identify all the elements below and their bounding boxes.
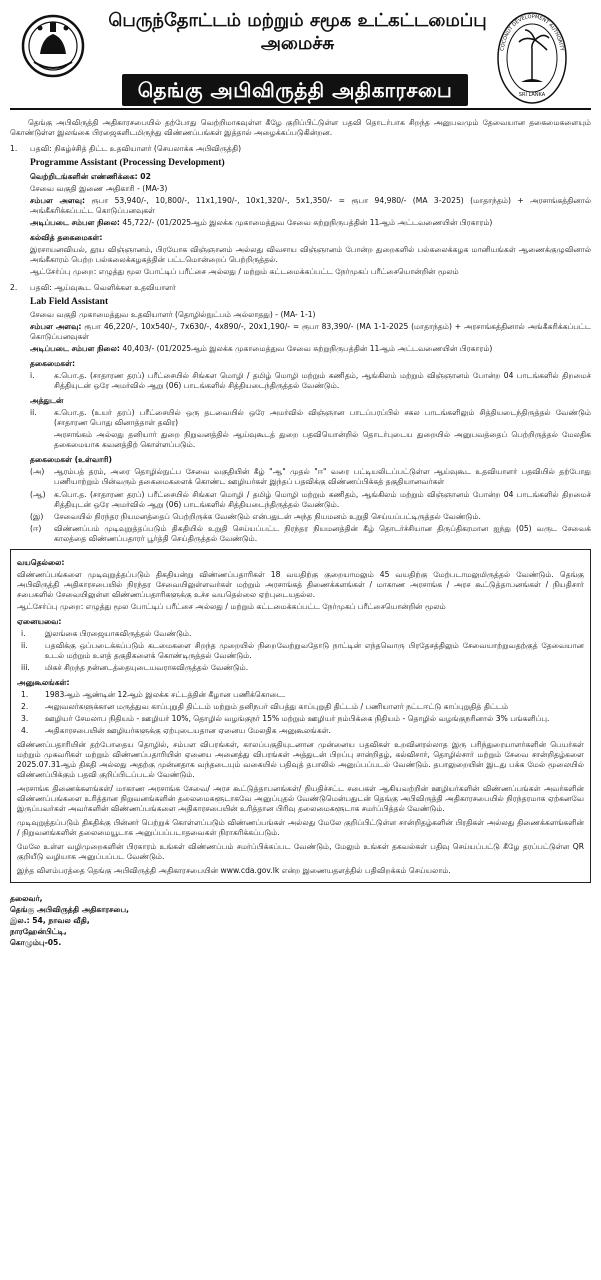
list-item xyxy=(30,490,591,510)
list-marker: 3. xyxy=(21,713,29,723)
post-2-number: 2. xyxy=(10,282,18,292)
footer-line-2: தெங்கு அபிவிருத்தி அதிகாரசபை, xyxy=(10,905,130,914)
logo-text-bottom: SRI LANKA xyxy=(518,92,546,98)
post-1-salary-label: சம்பள அளவு: xyxy=(30,195,86,205)
list-marker: i. xyxy=(30,371,35,381)
post-2-salary: ரூபா 46,220/-, 10x540/-, 7x630/-, 4x890/-, 20x1,190/- = ரூபா 83,390/- (MA 1-1-2025 (மாதாந்தம்) + அரசாங்கத்தினால் அங்கீகரிக்கப்பட்ட கொடுப்பனவுகள் xyxy=(30,322,591,342)
list-item xyxy=(30,408,591,428)
age-heading: வயதெல்லை: xyxy=(17,557,65,567)
signature-block xyxy=(10,893,591,948)
post-1-vacancies: வெற்றிடங்களின் எண்ணிக்கை: 02 xyxy=(30,171,151,181)
post-2-internal-b: க.பொ.த. (சாதாரண தரப்) பரீட்சையில் சிங்கள மொழி / தமிழ் மொழி மற்றும் கணிதம், ஆங்கிலம் மற்றும் விஞ்ஞானம் போன்ற 04 பாடங்களில் திறமைச் சித்தியுடன் ஒரே அமர்வில் ஆறு (06) பாடங்களில் சித்தியடைந்திருத்தல் வேண்டும். xyxy=(54,489,591,509)
footer-line-1: தலைவர், xyxy=(10,894,43,903)
post-1-service: சேவை வகுதி இணை அதிகாரி - (MA-3) xyxy=(30,183,168,193)
apply-instructions-2: அரசாங்க திணைக்களங்கள்/ மாகாண அரசாங்க சேவை/ அரச கூட்டுத்தாபனங்கள்/ நியதிச்சட்ட சபைகள் ஆகியவற்றின் ஊழியர்களின் விண்ணப்பங்கள் அவர்களின் விண்ணப்பங்களை உரித்தான நிறுவனங்களின் தலைமைகளூடாகவே அனுப்புதல் வேண்டுமென்பதுடன் தெங்கு அபிவிருத்தி அதிகாரசபையில் நிரந்தரமாக ஏற்கனவே இருப்பவர்கள் அவர்களின் விண்ணப்பங்களை அதிகாரசபையின் உரித்தான பிரிவு தலைமைகளூடாக சமர்ப்பித்தல் வேண்டும். xyxy=(17,783,584,813)
benefit-3: ஊழியர் சேமலாப நிதியம் - ஊழியர் 10%, தொழில் வழங்குநர் 15% மற்றும் ஊழியர் நம்பிக்கை நிதியம் - தொழில் வழங்குநரினால் 3% பங்களிப்பு. xyxy=(45,713,550,723)
post-1-title-en: Programme Assistant (Processing Development) xyxy=(30,158,225,169)
ministry-name xyxy=(106,10,489,55)
benefit-1: 1983ஆம் ஆண்டின் 12ஆம் இலக்க சட்டத்தின் கீழான பணிக்கொடை. xyxy=(45,689,286,699)
post-1-basic: 45,722/- (01/2025ஆம் இலக்க முகாமைத்துவ சேவை சுற்றுநிருபத்தின் 11ஆம் அட்டவணையின் பிரகாரம்) xyxy=(119,217,493,227)
other-i: இலங்கை பிரஜையாகவிருத்தல் வேண்டும். xyxy=(45,628,192,638)
post-2-qual-heading: தகைமைகள்: xyxy=(30,359,76,369)
other-iii: மிகச் சிறந்த நன்னடத்தையுடையவராகவிருத்தல் வேண்டும். xyxy=(45,662,249,672)
list-marker: i. xyxy=(21,628,26,638)
list-item xyxy=(17,641,584,661)
post-2-service: சேவை வகுதி முகாமைத்துவ உதவியாளர் (தொழில்நுட்பம் அல்லாதது) - (MA- 1-1) xyxy=(30,310,316,320)
post-2 xyxy=(10,283,591,544)
post-2-title-en: Lab Field Assistant xyxy=(30,296,109,307)
list-marker: (அ) xyxy=(30,467,45,477)
list-item xyxy=(17,663,584,673)
post-1-recruit: ஆட்சேர்ப்பு முறை: எழுத்து மூல போட்டிப் பரீட்சை அல்லது / மற்றும் கட்டமைக்கப்பட்ட நேர்முகப் பரீட்சையொன்றின் மூலம் xyxy=(30,266,459,276)
post-2-internal-c: சேவையில் நிரந்தர நியமனத்தைப் பெற்றிருக்க வேண்டும் என்பதுடன் அந்த நியமனம் உறுதி செய்யப்பட்டிருத்தல் வேண்டும். xyxy=(54,511,481,521)
post-2-qual-i: க.பொ.த. (சாதாரண தரப்) பரீட்சையில் சிங்கள மொழி / தமிழ் மொழி மற்றும் கணிதம், ஆங்கிலம் மற்றும் விஞ்ஞானம் போன்ற 04 பாடங்களில் திறமைச் சித்தியுடன் ஒரே அமர்வில் ஆறு (06) பாடங்களில் சித்தியடைந்திருத்தல் வேண்டும். xyxy=(54,371,591,391)
list-marker: 2. xyxy=(21,701,29,711)
footer-line-4: நாரஹேன்பிட்டி, xyxy=(10,927,67,936)
authority-banner: தெங்கு அபிவிருத்தி அதிகாரசபை xyxy=(122,74,468,106)
benefit-2: அலுவலர்களுக்கான மருத்துவ காப்புறுதி திட்டம் மற்றும் தனிநபர் விபத்து காப்புறுதி திட்டம் / பணியாளர் நட்டஈட்டு காப்புறுதித் திட்டம் xyxy=(45,701,509,711)
ministry-line-2: அமைச்சு xyxy=(260,32,335,54)
list-item xyxy=(17,714,584,724)
post-1-number: 1. xyxy=(10,144,18,154)
post-1-title: பதவி: நிகழ்ச்சித் திட்ட உதவியாளர் (செயலாக்க அபிவிருத்தி) xyxy=(30,144,242,154)
post-2-salary-label: சம்பள அளவு: xyxy=(30,322,82,332)
list-item xyxy=(17,726,584,736)
age-text: விண்ணப்பங்களை முடிவுறுத்தப்படும் திகதியன்று விண்ணப்பதாரிகள் 18 வயதிற்கு குறையாமலும் 45 வயதிற்கு மேற்படாமலுமிருத்தல் வேண்டும். தெங்கு அபிவிருத்தி அதிகாரசபையில் நிரந்தர சேவையிலுள்ளவர்கள் மற்றும் அரசாங்கத் திணைக்களங்கள் / மாகாண அரசாங்க / அரச கூட்டுத்தாபனங்கள் / நியதிசார் சபைகளில் சேவையிலுள்ள விண்ணப்பதாரிகளுக்கு உச்ச வயதெல்லை ஏற்புடையதல்ல. xyxy=(17,569,584,599)
list-marker: 4. xyxy=(21,725,29,735)
sri-lanka-emblem-icon xyxy=(20,12,86,80)
post-2-internal-a: ஆரம்பத் தரம், அரை தொழில்நுட்ப சேவை வகுதியின் கீழ் "ஆ" முதல் "ஈ" வரை பட்டியலிடப்பட்டுள்ள ஆய்வுகூட உதவியாளர் பதவியில் தற்போது பணியாற்றும் பின்வரும் தகைமைகளைக் கொண்ட ஊழியர்கள் இந்தப் பதவிக்கு விண்ணப்பிக்கத் தகுதியானவர்கள் xyxy=(54,467,591,487)
list-marker: ii. xyxy=(21,640,28,650)
post-2-qual-note: அரசாங்கம் அல்லது தனியார் துறை நிறுவனத்தில் ஆய்வுகூடத் துறை பதவியொன்றில் தொடர்புடைய துறையில் அனுபவத்தைப் பெற்றிருத்தல் மேலதிக தகைமையாக கவனத்திற் கொள்ளப்படும். xyxy=(54,430,591,450)
footer-line-5: கொழும்பு-05. xyxy=(10,938,62,947)
list-item xyxy=(30,524,591,544)
post-2-and: அத்துடன் xyxy=(30,396,64,406)
apply-instructions-1: விண்ணப்பதாரியின் தற்போதைய தொழில், சம்பள விபரங்கள், காலப்பகுதியுடனான முன்னைய பதவிகள் உறவினரல்லாத இரு பரிந்துரையாளர்களின் பெயர்கள் மற்றும் முகவரிகள் மற்றும் விண்ணப்பதாரியின் ஏனைய அனைத்து விபரங்கள் அத்துடன் பிறப்பு சான்றிதழ், கல்விசார், தொழில்சார் மற்றும் சேவை சான்றிதழ்களை 2025.07.31ஆம் திகதி அல்லது அதற்கு முன்னதாக வந்தடையும் வகையில் பதிவுத் தபாலில் அனுப்பப்படல் வேண்டும். தபாலுறையின் இடது பக்க மேல் மூலையில் விண்ணப்பிக்கும் பதவி குறிப்பிடப்படல் வேண்டும். xyxy=(17,739,584,779)
post-1-edu-heading: கல்வித் தகைமைகள்: xyxy=(30,232,103,242)
apply-instructions-5: இந்த விளம்பரத்தை தெங்கு அபிவிருத்தி அதிகாரசபையின் www.cda.gov.lk என்ற இணையதளத்தில் பதிவிறக்கம் செய்யலாம். xyxy=(17,865,451,875)
list-marker: 1. xyxy=(21,689,29,699)
header xyxy=(10,6,591,110)
list-item xyxy=(30,467,591,487)
post-2-qual-ii: க.பொ.த. (உயர் தரப்) பரீட்சையில் ஒரு தடவையில் ஒரே அமர்வில் விஞ்ஞான பாடப்பரப்பில் சகல பாடங்களிலும் சித்தியடைந்திருத்தல் வேண்டும் (சாதாரண பொது வினாத்தாள் தவிர) xyxy=(54,408,591,428)
list-item xyxy=(17,702,584,712)
list-marker: (ஆ) xyxy=(30,489,46,499)
benefits-heading: அனுகூலங்கள்: xyxy=(17,677,70,687)
ministry-line-1: பெருந்தோட்டம் மற்றும் சமூக உட்கட்டமைப்பு xyxy=(108,10,487,31)
other-ii: பதவிக்கு ஒப்படைக்கப்படும் கடமைகளை சிறந்த முறையில் நிறைவேற்றுவதோடு நாட்டின் எந்தவொரு பிரதேசத்திலும் சேவையாற்றுவதற்குத் தேவையான உடல் மற்றும் உளத் தகுதிகளைக் கொண்டிருத்தல் வேண்டும். xyxy=(45,640,584,660)
footer-line-3: இல.: 54, நாவல வீதி, xyxy=(10,916,90,925)
post-1 xyxy=(10,144,591,277)
general-conditions xyxy=(10,549,591,883)
post-2-internal-d: விண்ணப்பம் முடிவுறுத்தப்படும் திகதியில் உறுதி செய்யப்பட்ட நிரந்தர நியமனத்தின் கீழ் தொடர்ச்சியான திருப்திகரமான ஐந்து (05) வருட சேவைக் காலத்தை விண்ணப்பதாரர் பூர்த்தி செய்திருத்தல் வேண்டும். xyxy=(54,523,591,543)
intro-text: தெங்கு அபிவிருத்தி அதிகாரசபையில் தற்போது வெற்றிமாகவுள்ள கீழே குறிப்பிட்டுள்ள பதவி தொடர்பாக சிறந்த அனுபவமும் தேவையான தகைமைகளையும் கொண்டுள்ள இலங்கை பிரஜைகளிடமிருந்து விண்ணப்பங்கள் இத்தால் அழைக்கப்படுகின்றன. xyxy=(10,118,591,138)
list-marker: iii. xyxy=(21,662,30,672)
post-1-basic-label: அடிப்படை சம்பள நிலை: xyxy=(30,217,120,227)
post-1-salary: ரூபா 53,940/-, 10,800/-, 11x1,190/-, 10x1,320/-, 5x1,350/- = ரூபா 94,980/- (MA 3-2025) (மாதாந்தம்) + அரசாங்கத்தினால் அங்கீகரிக்கப்பட்ட கொடுப்பனவுகள் xyxy=(30,195,591,215)
post-2-title: பதவி: ஆய்வுகூட வெளிக்கள உதவியாளர் xyxy=(30,282,176,292)
list-item xyxy=(30,512,591,522)
post-1-edu: இரசாயனவியல், தூய விஞ்ஞானம், பிரயோக விஞ்ஞானம் அல்லது விவசாய விஞ்ஞானம் போன்ற துறைகளில் பல்கலைக்கழக மானியங்கள் ஆணைக்குழுவினால் அங்கீகாரம் பெற்ற பல்கலைக்கழகத்தின் பட்டமொன்றைப் பெற்றிருத்தல். xyxy=(30,244,591,264)
list-item xyxy=(30,371,591,391)
list-marker: (ஈ) xyxy=(30,523,42,533)
list-marker: (இ) xyxy=(30,511,44,521)
apply-instructions-3: முடிவுறுத்தப்படும் திகதிக்கு பின்னர் பெற்றுக் கொள்ளப்படும் விண்ணப்பங்கள் அல்லது மேலே குறிப்பிட்டுள்ள சான்றிதழ்களின் பிரதிகள் அல்லது திணைக்களங்களின் / நிறுவனங்களின் தலைமையூடாக அனுப்பப்படாதவைகள் நிராகரிக்கப்படும். xyxy=(17,817,584,837)
post-2-internal-heading: தகைமைகள் (உள்வாரி) xyxy=(30,455,113,465)
post-2-basic-label: அடிப்படை சம்பள நிலை: xyxy=(30,344,120,354)
cda-logo-icon xyxy=(495,10,569,106)
post-2-basic: 40,403/- (01/2025ஆம் இலக்க முகாமைத்துவ சேவை சுற்றுநிருபத்தின் 11ஆம் அட்டவணையின் பிரகாரம்) xyxy=(119,344,493,354)
age-recruit: ஆட்சேர்ப்பு முறை: எழுத்து மூல போட்டிப் பரீட்சை அல்லது / மற்றும் கட்டமைக்கப்பட்ட நேர்முகப் பரீட்சையொன்றின் மூலம் xyxy=(17,601,446,611)
list-item xyxy=(17,690,584,700)
other-heading: ஏனையவை: xyxy=(17,616,62,626)
apply-instructions-4: மேலே உள்ள வழிமுறைகளின் பிரகாரம் உங்கள் விண்ணப்பம் சமர்ப்பிக்கப்பட வேண்டும், மேலும் உங்கள் தகவல்கள் பதிவு செய்யப்பட்டு கீழே தரப்பட்டுள்ள QR குறியீடு வழியாக அனுப்பப்பட வேண்டும். xyxy=(17,841,584,861)
logo-text-top: COCONUT DEVELOPMENT AUTHORITY xyxy=(499,13,565,52)
benefit-4: அதிகாரசபையின் ஊழியர்களுக்கு ஏற்புடையதான ஏனைய மேலதிக அனுகூலங்கள். xyxy=(45,725,331,735)
list-item xyxy=(17,629,584,639)
list-marker: ii. xyxy=(30,408,37,418)
